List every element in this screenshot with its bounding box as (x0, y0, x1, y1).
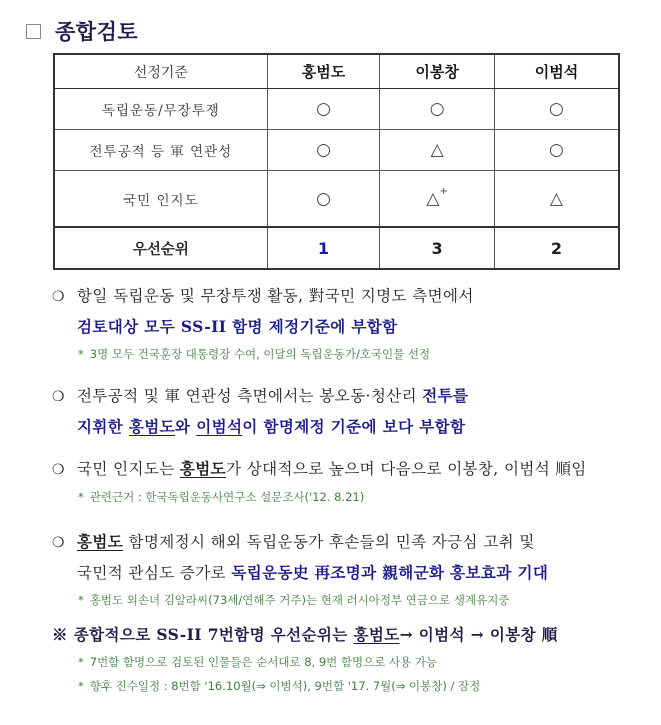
triangle-mark: △ (494, 171, 619, 228)
footnote: * 7번함 함명으로 검토된 인물들은 순서대로 8, 9번 함명으로 사용 가능 (78, 655, 438, 669)
priority-value: 1 (267, 227, 380, 269)
circle-mark: ○ (267, 171, 380, 228)
summary-section: ※ 종합적으로 SS-II 7번함명 우선순위는 홍범도→ 이범석 → 이봉창 順 * 7번함 함명으로 검토된 인물들은 순서대로 8, 9번 함명으로 사용 가능 * 향후 진수일정 : 8번함 '16.10월(⇒ 이범석), 9번함 '17. 7월(⇒ 이봉창) / 잠정 (52, 620, 642, 698)
circle-bullet-icon: ❍ (52, 389, 65, 405)
triangle-mark: △ (380, 130, 495, 171)
criteria-table (53, 53, 620, 270)
reference-mark-icon: ※ (52, 625, 68, 644)
header-criteria: 선정기준 (54, 54, 267, 89)
priority-row (54, 227, 619, 269)
priority-label: 우선순위 (54, 227, 267, 269)
section-title (26, 16, 138, 46)
circle-mark: ○ (267, 130, 380, 171)
name-underlined: 홍범도 (77, 532, 124, 551)
name-underlined: 홍범도 (353, 625, 400, 644)
circle-bullet-icon: ❍ (52, 289, 65, 305)
table-row (54, 89, 619, 130)
footnote: * 향후 진수일정 : 8번함 '16.10월(⇒ 이범석), 9번함 '17. 7월(⇒ 이봉창) / 잠정 (78, 679, 481, 693)
table-row (54, 171, 619, 228)
section-3: ❍ 국민 인지도는 홍범도가 상대적으로 높으며 다음으로 이봉창, 이범석 順임 * 관련근거 : 한국독립운동사연구소 설문조사('12. 8.21) (52, 454, 642, 509)
name-underlined: 이범석 (196, 417, 243, 436)
name-underlined: 홍범도 (128, 417, 176, 436)
triangle-plus-mark: △+ (380, 171, 495, 228)
row-criteria: 국민 인지도 (54, 171, 267, 228)
circle-mark: ○ (267, 89, 380, 130)
header-candidate: 이봉창 (380, 54, 495, 89)
header-candidate: 홍범도 (267, 54, 380, 89)
footnote: * 3명 모두 건국훈장 대통령장 수여, 이달의 독립운동가/호국인물 선정 (78, 347, 431, 361)
circle-bullet-icon: ❍ (52, 462, 65, 478)
name-underlined: 홍범도 (179, 459, 227, 478)
emphasis-line: 검토대상 모두 SS-II 함명 제정기준에 부합함 (77, 317, 398, 336)
circle-mark: ○ (380, 89, 495, 130)
section-4: ❍ 홍범도 함명제정시 해외 독립운동가 후손들의 민족 자긍심 고취 및 국민적 관심도 증가로 독립운동史 再조명과 親해군화 홍보효과 기대 * 홍범도 외손녀 김알라씨(73세/연해주 거주)는 현재 러시아정부 연금으로 생계유지중 (52, 527, 642, 612)
section-2: ❍ 전투공적 및 軍 연관성 측면에서는 봉오동·청산리 전투를 지휘한 홍범도와 이범석이 함명제정 기준에 보다 부합함 (52, 381, 642, 442)
footnote: * 관련근거 : 한국독립운동사연구소 설문조사('12. 8.21) (78, 490, 365, 504)
priority-value: 2 (494, 227, 619, 269)
row-criteria: 전투공적 등 軍 연관성 (54, 130, 267, 171)
footnote: * 홍범도 외손녀 김알라씨(73세/연해주 거주)는 현재 러시아정부 연금으로 생계유지중 (78, 593, 510, 607)
table-row (54, 130, 619, 171)
circle-mark: ○ (494, 89, 619, 130)
section-1: ❍ 항일 독립운동 및 무장투쟁 활동, 對국민 지명도 측면에서 검토대상 모두 SS-II 함명 제정기준에 부합함 * 3명 모두 건국훈장 대통령장 수여, 이달의 독립운동가/호국인물 선정 (52, 281, 642, 366)
checkbox-square-icon (26, 24, 41, 39)
priority-value: 3 (380, 227, 495, 269)
header-candidate: 이범석 (494, 54, 619, 89)
circle-mark: ○ (494, 130, 619, 171)
table-header-row (54, 54, 619, 89)
section-title-text: 종합검토 (55, 20, 139, 44)
circle-bullet-icon: ❍ (52, 535, 65, 551)
row-criteria: 독립운동/무장투쟁 (54, 89, 267, 130)
